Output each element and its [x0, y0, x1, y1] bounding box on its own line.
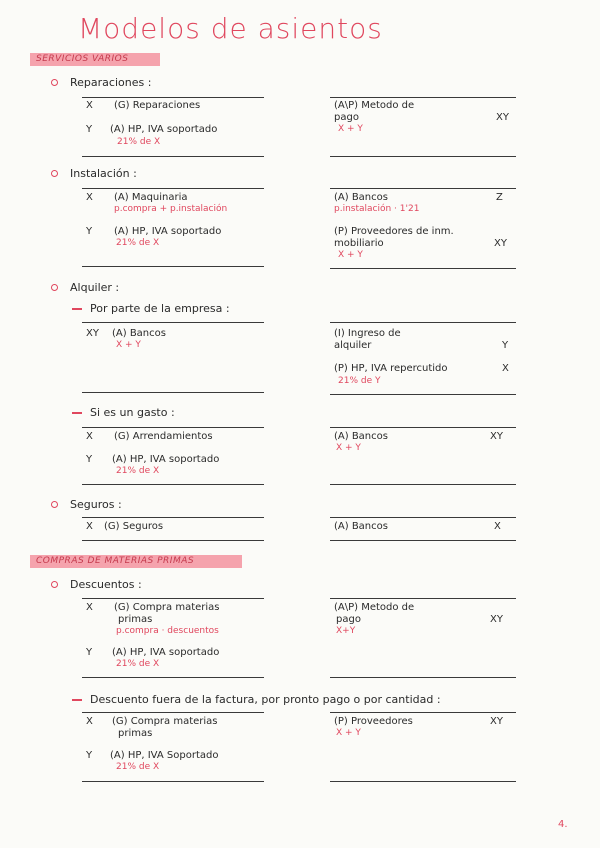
- credit-account-cont: mobiliario: [334, 238, 384, 249]
- credit-amount: Z: [496, 192, 503, 203]
- bullet-icon: [51, 284, 58, 291]
- section-band-compras: COMPRAS DE MATERIAS PRIMAS: [30, 555, 242, 568]
- heading-instalacion: Instalación :: [70, 167, 137, 180]
- rule: [82, 392, 264, 393]
- credit-note: X + Y: [336, 728, 361, 738]
- credit-amount: X: [502, 363, 509, 374]
- credit-account: (A) Bancos: [334, 192, 388, 203]
- rule: [82, 677, 264, 678]
- rule: [82, 712, 264, 713]
- rule: [330, 598, 516, 599]
- rule: [330, 188, 516, 189]
- debit-letter: XY: [86, 328, 99, 339]
- credit-account: (A) Bancos: [334, 521, 388, 532]
- debit-account: (A) HP, IVA soportado: [114, 226, 222, 237]
- rule: [330, 156, 516, 157]
- debit-note: p.compra + p.instalación: [114, 204, 228, 214]
- debit-letter: Y: [86, 750, 93, 761]
- debit-account: (A) HP, IVA soportado: [112, 454, 220, 465]
- credit-account-cont: pago: [336, 614, 361, 625]
- bullet-icon: [51, 501, 58, 508]
- credit-amount: XY: [496, 112, 509, 123]
- debit-letter: X: [86, 716, 93, 727]
- credit-note: X + Y: [338, 124, 363, 134]
- debit-letter: Y: [86, 124, 93, 135]
- bullet-icon: [51, 170, 58, 177]
- credit-amount: X: [494, 521, 501, 532]
- rule: [82, 517, 264, 518]
- debit-letter: X: [86, 602, 93, 613]
- credit-amount: Y: [502, 340, 509, 351]
- debit-letter: Y: [86, 647, 93, 658]
- credit-note: X + Y: [338, 250, 363, 260]
- rule: [82, 540, 264, 541]
- rule: [82, 188, 264, 189]
- debit-account: (A) HP, IVA soportado: [110, 124, 218, 135]
- dash-icon: [72, 412, 82, 414]
- credit-account: (A) Bancos: [334, 431, 388, 442]
- debit-account: (G) Compra materias: [112, 716, 218, 727]
- rule: [82, 322, 264, 323]
- rule: [82, 427, 264, 428]
- debit-account: (G) Seguros: [104, 521, 164, 532]
- credit-amount: XY: [490, 614, 503, 625]
- rule: [330, 540, 516, 541]
- bullet-icon: [51, 79, 58, 86]
- debit-account: (G) Compra materias: [114, 602, 220, 613]
- section-band-servicios: SERVICIOS VARIOS: [30, 53, 160, 66]
- debit-account: (A) Maquinaria: [114, 192, 188, 203]
- debit-account-cont: primas: [118, 728, 153, 739]
- rule: [82, 781, 264, 782]
- heading-alquiler-empresa: Por parte de la empresa :: [90, 302, 230, 315]
- credit-account-cont: pago: [334, 112, 359, 123]
- rule: [330, 97, 516, 98]
- rule: [82, 156, 264, 157]
- credit-account: (I) Ingreso de: [334, 328, 401, 339]
- bullet-icon: [51, 581, 58, 588]
- debit-account: (A) Bancos: [112, 328, 166, 339]
- rule: [330, 517, 516, 518]
- credit-account: (P) Proveedores: [334, 716, 413, 727]
- credit-account: (P) Proveedores de inm.: [334, 226, 454, 237]
- credit-amount: XY: [490, 431, 503, 442]
- heading-descuento-fuera: Descuento fuera de la factura, por pronto pago o por cantidad :: [90, 693, 441, 706]
- rule: [330, 322, 516, 323]
- credit-note: p.instalación · 1'21: [334, 204, 420, 214]
- credit-amount: XY: [494, 238, 507, 249]
- page-number: 4.: [558, 819, 568, 830]
- debit-account: (G) Arrendamientos: [114, 431, 213, 442]
- debit-account: (A) HP, IVA Soportado: [110, 750, 219, 761]
- debit-letter: X: [86, 192, 93, 203]
- rule: [330, 394, 516, 395]
- debit-account-cont: primas: [118, 614, 153, 625]
- credit-account: (A\P) Metodo de: [334, 602, 415, 613]
- credit-account: (A\P) Metodo de: [334, 100, 415, 111]
- rule: [82, 97, 264, 98]
- dash-icon: [72, 308, 82, 310]
- debit-letter: Y: [86, 454, 93, 465]
- debit-account: (A) HP, IVA soportado: [112, 647, 220, 658]
- heading-descuentos: Descuentos :: [70, 578, 142, 591]
- debit-letter: Y: [86, 226, 93, 237]
- credit-note: 21% de Y: [338, 376, 381, 386]
- rule: [330, 484, 516, 485]
- debit-letter: X: [86, 521, 93, 532]
- rule: [330, 781, 516, 782]
- rule: [82, 598, 264, 599]
- debit-letter: X: [86, 100, 93, 111]
- rule: [330, 712, 516, 713]
- rule: [82, 484, 264, 485]
- credit-amount: XY: [490, 716, 503, 727]
- debit-note: X + Y: [116, 340, 141, 350]
- heading-alquiler: Alquiler :: [70, 281, 120, 294]
- credit-account-cont: alquiler: [334, 340, 372, 351]
- debit-note: p.compra · descuentos: [116, 626, 219, 636]
- rule: [330, 427, 516, 428]
- heading-seguros: Seguros :: [70, 498, 122, 511]
- rule: [330, 677, 516, 678]
- heading-alquiler-gasto: Si es un gasto :: [90, 406, 175, 419]
- rule: [82, 266, 264, 267]
- debit-account: (G) Reparaciones: [114, 100, 201, 111]
- dash-icon: [72, 699, 82, 701]
- debit-note: 21% de X: [116, 466, 160, 476]
- page-title: Modelos de asientos: [78, 12, 383, 45]
- heading-reparaciones: Reparaciones :: [70, 76, 152, 89]
- debit-letter: X: [86, 431, 93, 442]
- credit-note: X + Y: [336, 443, 361, 453]
- debit-note: 21% de X: [116, 762, 160, 772]
- rule: [330, 268, 516, 269]
- credit-account: (P) HP, IVA repercutido: [334, 363, 448, 374]
- credit-note: X+Y: [336, 626, 356, 636]
- debit-note: 21% de X: [117, 137, 161, 147]
- debit-note: 21% de X: [116, 659, 160, 669]
- debit-note: 21% de X: [116, 238, 160, 248]
